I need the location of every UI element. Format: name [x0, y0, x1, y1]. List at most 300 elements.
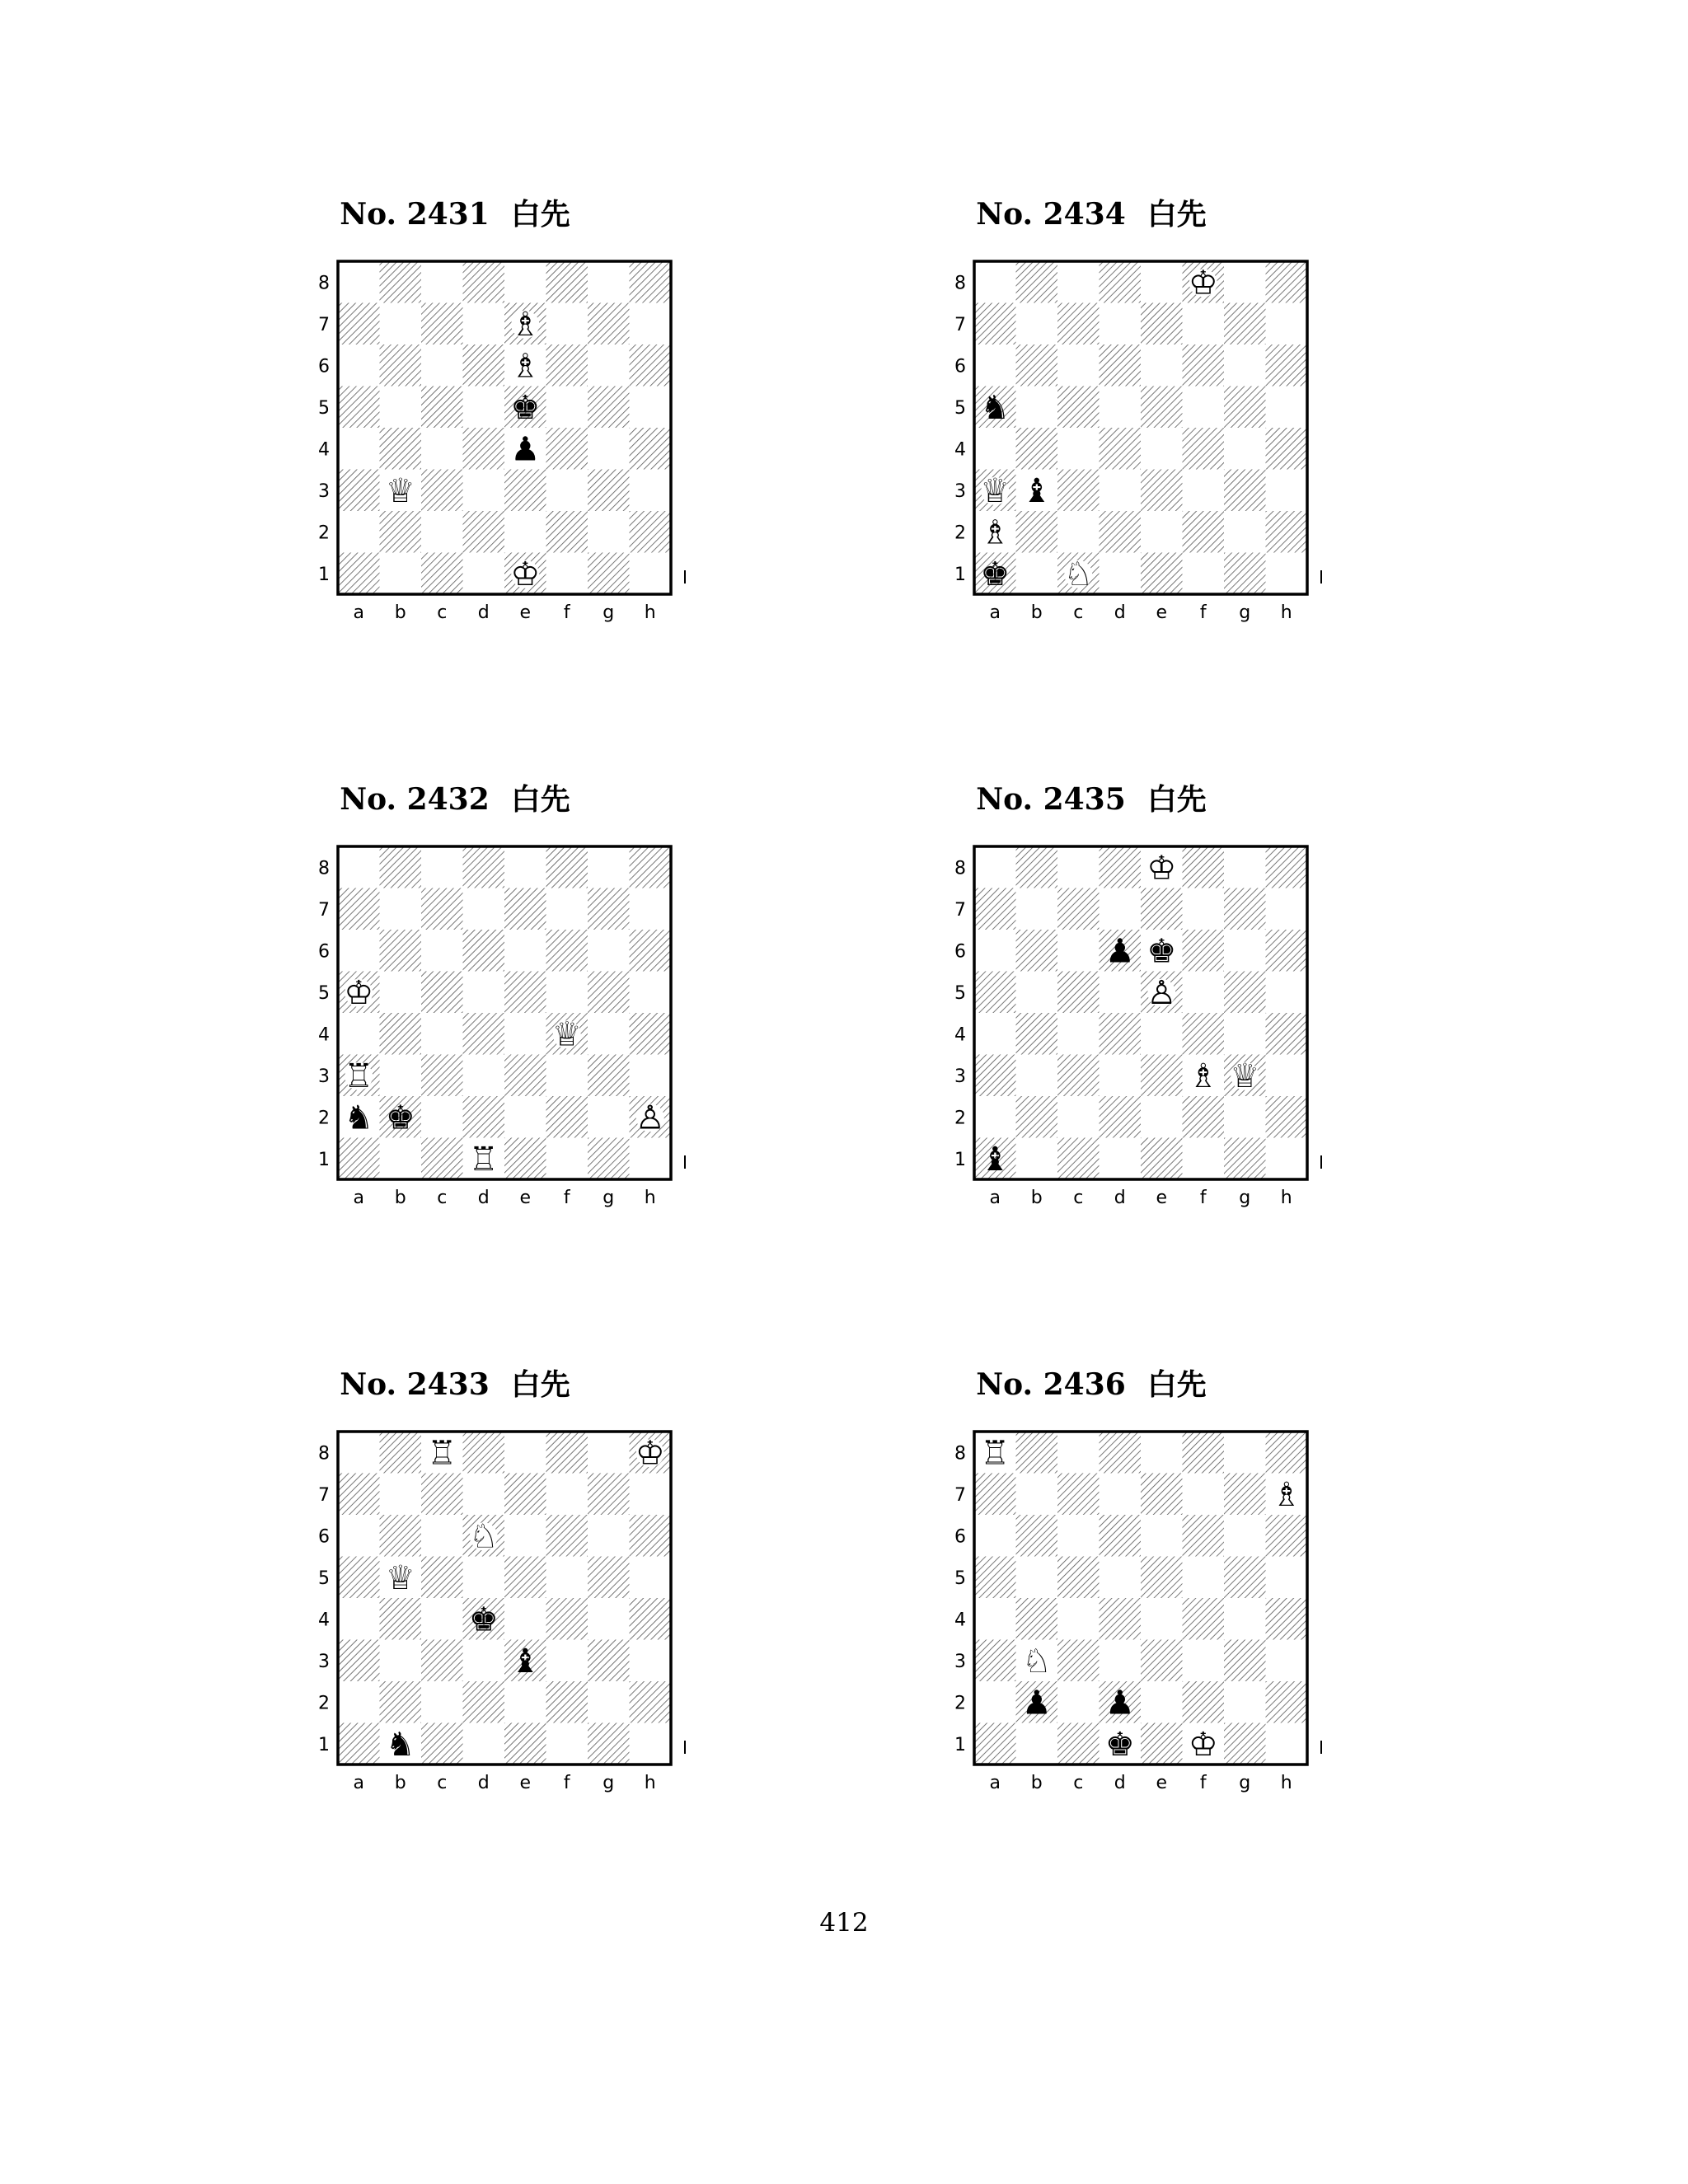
rank-label-7: 7: [318, 314, 330, 335]
square-a4: [338, 1598, 380, 1640]
square-b6: [380, 344, 422, 387]
square-c5: [421, 387, 463, 429]
file-label-b: b: [1030, 602, 1043, 623]
square-f2: [546, 1096, 588, 1138]
square-f3: [546, 1640, 588, 1682]
square-d7: [1100, 303, 1142, 345]
square-b6: [1016, 344, 1058, 387]
square-b1: [1016, 1138, 1058, 1180]
rank-label-6: 6: [318, 1526, 330, 1548]
rank-label-8: 8: [318, 1443, 330, 1465]
square-c2: [1057, 1681, 1100, 1723]
rank-label-7: 7: [318, 899, 330, 921]
rank-label-7: 7: [954, 1484, 966, 1506]
square-g7: [588, 888, 630, 930]
square-g8: [1224, 261, 1266, 303]
file-label-g: g: [1239, 1773, 1251, 1793]
square-g1: [1224, 553, 1266, 595]
file-label-b: b: [394, 1188, 406, 1208]
square-f7: [546, 1474, 588, 1516]
square-h7: [1266, 888, 1308, 930]
square-g6: [1224, 930, 1266, 972]
rank-label-1: 1: [318, 564, 330, 585]
rank-label-7: 7: [954, 899, 966, 921]
square-g5: [1224, 387, 1266, 429]
square-d5: [463, 1557, 505, 1599]
square-b7: [1016, 303, 1058, 345]
square-b1: [380, 553, 422, 595]
rank-label-5: 5: [318, 982, 330, 1004]
square-c4: [1057, 1013, 1100, 1055]
rank-label-3: 3: [318, 1066, 330, 1087]
square-f6: [546, 1515, 588, 1557]
rank-label-8: 8: [318, 273, 330, 294]
square-c5: [421, 1557, 463, 1599]
square-d3: [463, 470, 505, 512]
square-d4: [1100, 1013, 1142, 1055]
square-g7: [1224, 303, 1266, 345]
square-a7: [338, 888, 380, 930]
black-knight-a5: ♞: [980, 388, 1010, 427]
square-d5: [463, 972, 505, 1014]
white-queen-g3: ♕: [1230, 1057, 1260, 1095]
square-g5: [1224, 972, 1266, 1014]
square-f7: [546, 888, 588, 930]
file-label-g: g: [1239, 602, 1251, 623]
square-a2: [338, 511, 380, 553]
square-b4: [1016, 1598, 1058, 1640]
rank-label-8: 8: [954, 858, 966, 879]
square-e5: [504, 972, 546, 1014]
square-g1: [1224, 1138, 1266, 1180]
white-king-e1: ♔: [510, 555, 541, 593]
rank-label-3: 3: [954, 480, 966, 502]
square-d5: [1100, 1557, 1142, 1599]
file-label-g: g: [1239, 1188, 1251, 1208]
square-b4: [1016, 1013, 1058, 1055]
square-d1: [1100, 1138, 1142, 1180]
square-e2: [1141, 511, 1183, 553]
square-e1: [504, 1138, 546, 1180]
file-label-e: e: [519, 1773, 532, 1793]
rank-label-1: 1: [318, 1734, 330, 1755]
square-d8: [463, 846, 505, 888]
side-to-move-label: 白先: [510, 197, 570, 232]
square-d5: [1100, 972, 1142, 1014]
square-e6: [1141, 1515, 1183, 1557]
rank-label-2: 2: [318, 1693, 330, 1714]
square-f3: [1183, 470, 1225, 512]
square-c8: [1057, 846, 1100, 888]
file-label-d: d: [477, 1188, 490, 1208]
file-label-a: a: [989, 1188, 1001, 1208]
square-f6: [1183, 344, 1225, 387]
square-c7: [421, 1474, 463, 1516]
square-b7: [380, 1474, 422, 1516]
rank-label-2: 2: [954, 523, 966, 544]
square-a5: [974, 972, 1016, 1014]
file-label-c: c: [437, 1773, 448, 1793]
square-f8: [1183, 846, 1225, 888]
file-label-h: h: [1280, 1188, 1292, 1208]
square-f4: [546, 428, 588, 470]
rank-label-6: 6: [318, 356, 330, 377]
square-d8: [1100, 846, 1142, 888]
square-b4: [1016, 428, 1058, 470]
square-f4: [546, 1598, 588, 1640]
square-a6: [338, 1515, 380, 1557]
file-label-h: h: [1280, 1773, 1292, 1793]
square-e3: [1141, 470, 1183, 512]
square-a3: [974, 1055, 1016, 1097]
square-h6: [1266, 1515, 1308, 1557]
square-g1: [588, 1723, 630, 1765]
white-queen-f4: ♕: [551, 1015, 582, 1054]
square-h5: [1266, 1557, 1308, 1599]
square-g5: [1224, 1557, 1266, 1599]
square-a2: [974, 1681, 1016, 1723]
black-bishop-a1: ♝: [980, 1140, 1010, 1179]
square-d7: [463, 888, 505, 930]
white-to-move-icon: [1321, 1713, 1322, 1753]
square-c2: [1057, 1096, 1100, 1138]
square-f8: [546, 1432, 588, 1474]
rank-label-6: 6: [318, 941, 330, 963]
square-c1: [1057, 1138, 1100, 1180]
square-e3: [1141, 1640, 1183, 1682]
square-f5: [546, 972, 588, 1014]
square-g8: [1224, 846, 1266, 888]
square-f1: [1183, 553, 1225, 595]
white-king-h8: ♔: [635, 1434, 665, 1473]
square-b5: [1016, 972, 1058, 1014]
white-bishop-f3: ♗: [1188, 1057, 1218, 1095]
square-d2: [463, 1096, 505, 1138]
file-label-a: a: [353, 1188, 364, 1208]
square-d4: [1100, 428, 1142, 470]
square-d5: [463, 387, 505, 429]
square-f6: [546, 344, 588, 387]
white-rook-a8: ♖: [980, 1434, 1010, 1473]
file-label-h: h: [644, 1188, 656, 1208]
puzzle-number: No. 2436: [976, 1367, 1126, 1402]
square-g1: [588, 1138, 630, 1180]
square-g2: [588, 1681, 630, 1723]
square-d6: [1100, 344, 1142, 387]
square-a5: [338, 387, 380, 429]
square-a2: [338, 1681, 380, 1723]
square-c3: [1057, 470, 1100, 512]
white-to-move-icon: [685, 1713, 686, 1753]
rank-label-3: 3: [318, 1651, 330, 1672]
square-f7: [1183, 888, 1225, 930]
white-queen-a3: ♕: [980, 471, 1010, 510]
square-e6: [1141, 344, 1183, 387]
square-c8: [1057, 261, 1100, 303]
rank-label-5: 5: [954, 397, 966, 419]
square-c6: [1057, 1515, 1100, 1557]
square-c2: [421, 511, 463, 553]
square-e6: [504, 930, 546, 972]
square-d4: [1100, 1598, 1142, 1640]
square-e1: [1141, 1723, 1183, 1765]
square-a8: [338, 846, 380, 888]
square-f2: [546, 511, 588, 553]
rank-label-4: 4: [954, 1610, 966, 1631]
square-c7: [1057, 303, 1100, 345]
square-d3: [463, 1640, 505, 1682]
square-a8: [338, 1432, 380, 1474]
square-g4: [1224, 428, 1266, 470]
square-f7: [1183, 1474, 1225, 1516]
square-f7: [1183, 303, 1225, 345]
white-queen-b5: ♕: [385, 1558, 415, 1597]
square-h6: [630, 930, 672, 972]
square-b7: [380, 303, 422, 345]
square-e7: [1141, 1474, 1183, 1516]
rank-label-8: 8: [954, 273, 966, 294]
square-f7: [546, 303, 588, 345]
square-h6: [1266, 344, 1308, 387]
square-b8: [1016, 1432, 1058, 1474]
file-label-f: f: [563, 1773, 570, 1793]
rank-label-2: 2: [954, 1693, 966, 1714]
square-f2: [1183, 511, 1225, 553]
square-f5: [546, 387, 588, 429]
side-to-move-label: 白先: [510, 782, 570, 817]
rank-label-2: 2: [954, 1108, 966, 1129]
chess-board: [860, 196, 1322, 625]
square-g6: [1224, 344, 1266, 387]
square-d6: [463, 930, 505, 972]
square-d6: [1100, 1515, 1142, 1557]
file-label-d: d: [1114, 1773, 1126, 1793]
black-king-d1: ♚: [1104, 1725, 1135, 1764]
square-f8: [546, 846, 588, 888]
white-bishop-e6: ♗: [510, 347, 541, 386]
square-d8: [463, 261, 505, 303]
rank-label-5: 5: [318, 397, 330, 419]
white-pawn-e5: ♙: [1146, 973, 1177, 1012]
square-c8: [1057, 1432, 1100, 1474]
square-f6: [546, 930, 588, 972]
black-king-d4: ♚: [468, 1601, 499, 1639]
white-queen-b3: ♕: [385, 471, 415, 510]
square-g2: [588, 511, 630, 553]
square-h4: [1266, 1013, 1308, 1055]
square-g2: [1224, 511, 1266, 553]
square-c2: [1057, 511, 1100, 553]
square-h7: [630, 303, 672, 345]
square-f4: [1183, 1013, 1225, 1055]
square-h3: [1266, 470, 1308, 512]
square-a7: [974, 303, 1016, 345]
square-c6: [1057, 930, 1100, 972]
square-b3: [380, 1640, 422, 1682]
square-c1: [421, 1138, 463, 1180]
white-bishop-a2: ♗: [980, 513, 1010, 552]
square-a8: [974, 846, 1016, 888]
file-label-c: c: [1073, 1188, 1084, 1208]
square-f5: [1183, 972, 1225, 1014]
square-c3: [421, 470, 463, 512]
square-h4: [630, 1598, 672, 1640]
square-f3: [546, 470, 588, 512]
file-label-a: a: [989, 1773, 1001, 1793]
white-knight-c1: ♘: [1063, 555, 1094, 593]
rank-label-1: 1: [954, 1734, 966, 1755]
white-bishop-h7: ♗: [1271, 1475, 1301, 1514]
file-label-d: d: [477, 1773, 490, 1793]
square-d7: [1100, 888, 1142, 930]
square-h4: [1266, 428, 1308, 470]
square-e4: [1141, 1598, 1183, 1640]
file-label-f: f: [1199, 1773, 1207, 1793]
rank-label-8: 8: [954, 1443, 966, 1465]
square-h3: [630, 470, 672, 512]
square-c2: [421, 1096, 463, 1138]
black-knight-a2: ♞: [344, 1099, 374, 1137]
square-f8: [546, 261, 588, 303]
square-c6: [421, 344, 463, 387]
square-e8: [1141, 1432, 1183, 1474]
square-g6: [1224, 1515, 1266, 1557]
rank-label-7: 7: [954, 314, 966, 335]
square-d1: [1100, 553, 1142, 595]
square-g2: [1224, 1681, 1266, 1723]
square-e4: [1141, 428, 1183, 470]
black-king-e5: ♚: [510, 388, 541, 427]
square-b6: [1016, 930, 1058, 972]
square-c5: [421, 972, 463, 1014]
square-b8: [380, 1432, 422, 1474]
file-label-e: e: [519, 1188, 532, 1208]
square-b6: [380, 1515, 422, 1557]
square-g3: [1224, 1640, 1266, 1682]
rank-label-3: 3: [318, 480, 330, 502]
chess-board: [860, 1366, 1322, 1795]
chess-board: [224, 196, 686, 625]
square-h1: [630, 1138, 672, 1180]
square-a5: [974, 1557, 1016, 1599]
square-b5: [1016, 1557, 1058, 1599]
file-label-g: g: [603, 1188, 615, 1208]
side-to-move-label: 白先: [1146, 197, 1207, 232]
square-g3: [588, 470, 630, 512]
rank-label-2: 2: [318, 523, 330, 544]
file-label-a: a: [989, 602, 1001, 623]
square-g8: [588, 1432, 630, 1474]
square-h4: [630, 1013, 672, 1055]
square-c3: [421, 1055, 463, 1097]
square-a1: [974, 1723, 1016, 1765]
square-e3: [1141, 1055, 1183, 1097]
square-a3: [338, 1640, 380, 1682]
square-g4: [1224, 1598, 1266, 1640]
square-h6: [630, 344, 672, 387]
rank-label-2: 2: [318, 1108, 330, 1129]
square-h1: [630, 553, 672, 595]
rank-label-8: 8: [318, 858, 330, 879]
square-g8: [588, 261, 630, 303]
square-e2: [1141, 1096, 1183, 1138]
square-a7: [338, 303, 380, 345]
square-g1: [1224, 1723, 1266, 1765]
square-e4: [1141, 1013, 1183, 1055]
square-a6: [974, 930, 1016, 972]
square-e8: [504, 261, 546, 303]
black-king-b2: ♚: [385, 1099, 415, 1137]
square-b3: [380, 1055, 422, 1097]
square-a4: [974, 428, 1016, 470]
white-king-f1: ♔: [1188, 1725, 1218, 1764]
square-e4: [504, 1598, 546, 1640]
square-b1: [380, 1138, 422, 1180]
rank-label-4: 4: [954, 439, 966, 461]
square-g2: [588, 1096, 630, 1138]
square-b2: [380, 511, 422, 553]
square-a5: [338, 1557, 380, 1599]
square-e8: [1141, 261, 1183, 303]
white-to-move-icon: [685, 543, 686, 583]
square-h5: [1266, 387, 1308, 429]
white-rook-a3: ♖: [344, 1057, 374, 1095]
square-d3: [1100, 470, 1142, 512]
square-g7: [1224, 1474, 1266, 1516]
square-d3: [463, 1055, 505, 1097]
square-e2: [1141, 1681, 1183, 1723]
square-b5: [380, 972, 422, 1014]
square-g4: [1224, 1013, 1266, 1055]
black-bishop-e3: ♝: [510, 1642, 541, 1680]
square-b7: [380, 888, 422, 930]
square-c1: [1057, 1723, 1100, 1765]
file-label-e: e: [1156, 602, 1168, 623]
square-a6: [974, 344, 1016, 387]
square-h1: [630, 1723, 672, 1765]
square-e1: [504, 1723, 546, 1765]
file-label-a: a: [353, 1773, 364, 1793]
black-pawn-d6: ♟: [1104, 932, 1135, 971]
page-number: 412: [819, 1908, 869, 1938]
square-d1: [463, 553, 505, 595]
file-label-g: g: [603, 602, 615, 623]
square-c7: [1057, 888, 1100, 930]
square-d4: [463, 428, 505, 470]
square-c7: [421, 888, 463, 930]
square-e2: [504, 511, 546, 553]
rank-label-4: 4: [318, 439, 330, 461]
square-a6: [338, 930, 380, 972]
square-f1: [546, 1723, 588, 1765]
square-c4: [1057, 1598, 1100, 1640]
square-a1: [338, 1138, 380, 1180]
square-a4: [338, 428, 380, 470]
puzzle-number: No. 2433: [340, 1367, 490, 1402]
square-e5: [504, 1557, 546, 1599]
square-h4: [630, 428, 672, 470]
square-d3: [1100, 1055, 1142, 1097]
white-to-move-icon: [1321, 543, 1322, 583]
square-f2: [1183, 1096, 1225, 1138]
square-a6: [338, 344, 380, 387]
square-c4: [421, 1598, 463, 1640]
square-g6: [588, 344, 630, 387]
square-h3: [1266, 1640, 1308, 1682]
square-g7: [588, 303, 630, 345]
rank-label-5: 5: [954, 982, 966, 1004]
square-g4: [588, 428, 630, 470]
